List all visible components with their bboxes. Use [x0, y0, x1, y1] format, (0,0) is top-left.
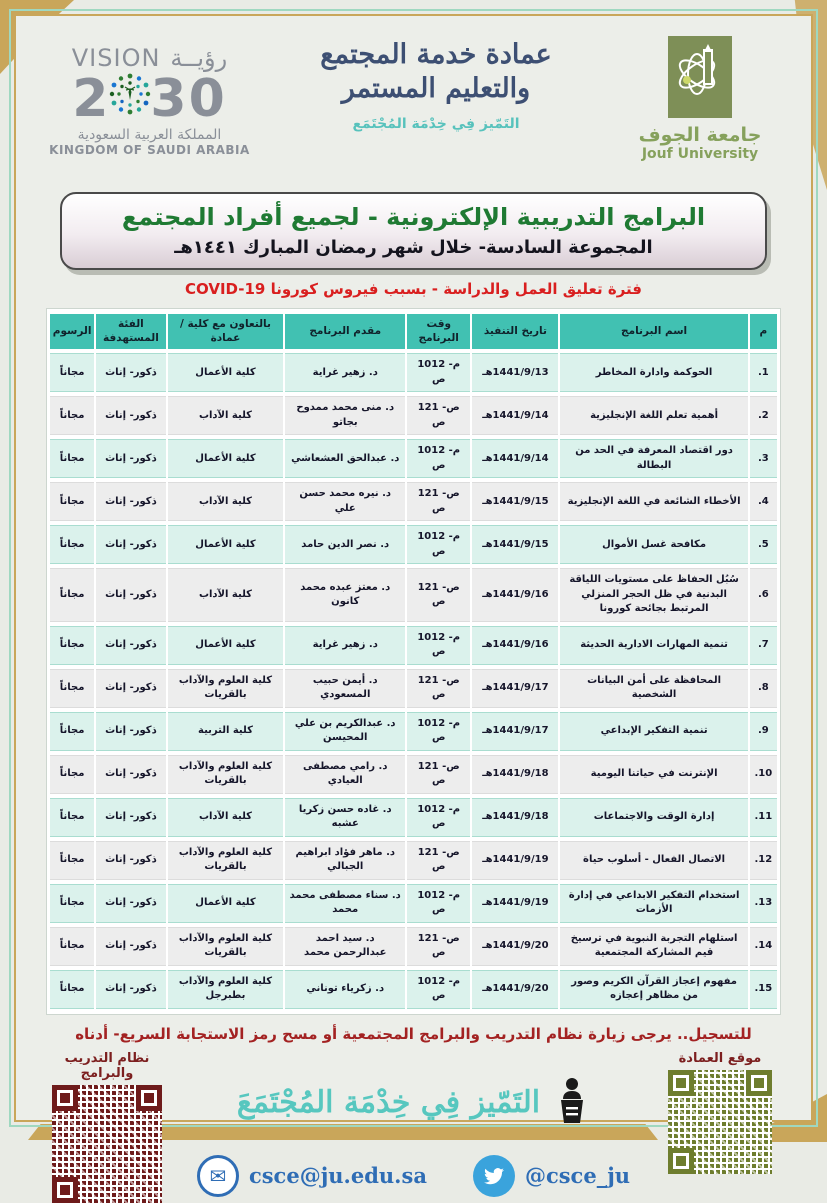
program-number: 13.: [750, 884, 777, 923]
program-fee: مجاناً: [50, 798, 94, 837]
program-name: مكافحة غسل الأموال: [560, 525, 747, 564]
program-presenter: د. سيد احمد عبدالرحمن محمد: [285, 927, 405, 966]
program-target: ذكور- إناث: [96, 669, 165, 708]
program-date: 1441/9/16هـ: [472, 568, 558, 622]
vision-year-30: 30: [150, 68, 227, 129]
program-time: 10م- 12 ص: [407, 525, 470, 564]
col-header-name: اسم البرنامج: [560, 314, 747, 349]
program-name: أهمية تعلم اللغة الإنجليزية: [560, 396, 747, 435]
program-row: [50, 525, 777, 564]
program-name: استلهام التجربة النبوية في ترسيخ قيم المشاركة المجتمعية: [560, 927, 747, 966]
program-row: [50, 669, 777, 708]
program-target: ذكور- إناث: [96, 755, 165, 794]
program-time: 10م- 12 ص: [407, 884, 470, 923]
deanship-name-line2: والتعليم المستمر: [341, 72, 531, 104]
program-fee: مجاناً: [50, 439, 94, 478]
program-college: كلية العلوم والآداب بالقريات: [168, 927, 284, 966]
program-time: 10م- 12 ص: [407, 798, 470, 837]
program-row: [50, 568, 777, 622]
register-instruction: للتسجيل.. يرجى زيارة نظام التدريب والبرامج المجتمعية أو مسح رمز الاستجابة السريع- أدناه: [75, 1024, 752, 1043]
program-college: كلية الأعمال: [168, 884, 284, 923]
program-fee: مجاناً: [50, 669, 94, 708]
program-number: 9.: [750, 712, 777, 751]
program-target: ذكور- إناث: [96, 927, 165, 966]
program-college: كلية الأعمال: [168, 353, 284, 392]
program-date: 1441/9/18هـ: [472, 755, 558, 794]
vision-word-ar: رؤيــة: [170, 44, 228, 72]
program-name: سُبُل الحفاظ على مستويات اللياقة البدنية في ظل الحجر المنزلي المرتبط بجائحة كورونا: [560, 568, 747, 622]
program-date: 1441/9/19هـ: [472, 884, 558, 923]
program-time: 12ص- 1 ص: [407, 568, 470, 622]
program-target: ذكور- إناث: [96, 712, 165, 751]
program-row: [50, 755, 777, 794]
program-number: 1.: [750, 353, 777, 392]
program-name: تنمية المهارات الادارية الحديثة: [560, 626, 747, 665]
program-time: 12ص- 1 ص: [407, 927, 470, 966]
program-college: كلية الآداب: [168, 568, 284, 622]
jouf-university-logo: [615, 30, 785, 162]
program-time: 10م- 12 ص: [407, 353, 470, 392]
program-date: 1441/9/14هـ: [472, 439, 558, 478]
program-fee: مجاناً: [50, 970, 94, 1009]
twitter-handle[interactable]: @csce_ju: [524, 1163, 631, 1189]
slogan-text: التَمّيز فِي خِدْمَة المُجْتَمَعَ: [236, 1085, 541, 1121]
vision-2030-logo: [42, 30, 257, 157]
program-date: 1441/9/19هـ: [472, 841, 558, 880]
program-row: [50, 626, 777, 665]
program-fee: مجاناً: [50, 568, 94, 622]
deanship-site-qr-code[interactable]: [668, 1070, 772, 1174]
program-target: ذكور- إناث: [96, 884, 165, 923]
deanship-calligraphy: [257, 30, 615, 132]
program-row: [50, 841, 777, 880]
program-number: 7.: [750, 626, 777, 665]
program-row: [50, 482, 777, 521]
program-college: كلية الآداب: [168, 482, 284, 521]
program-time: 12ص- 1 ص: [407, 669, 470, 708]
program-college: كلية الأعمال: [168, 626, 284, 665]
program-fee: مجاناً: [50, 525, 94, 564]
program-target: ذكور- إناث: [96, 970, 165, 1009]
program-college: كلية الآداب: [168, 396, 284, 435]
twitter-icon: [473, 1155, 515, 1197]
program-presenter: د. أيمن حبيب المسعودي: [285, 669, 405, 708]
header: [42, 30, 785, 182]
program-name: تنمية التفكير الإبداعي: [560, 712, 747, 751]
col-header-num: م: [750, 314, 777, 349]
program-fee: مجاناً: [50, 927, 94, 966]
program-target: ذكور- إناث: [96, 353, 165, 392]
col-header-college: بالتعاون مع كلية / عمادة: [168, 314, 284, 349]
program-fee: مجاناً: [50, 396, 94, 435]
program-date: 1441/9/17هـ: [472, 669, 558, 708]
banner-subtitle: المجموعة السادسة- خلال شهر رمضان المبارك ١٤٤١هـ: [174, 237, 653, 259]
program-fee: مجاناً: [50, 353, 94, 392]
program-title-banner: [60, 192, 767, 270]
program-row: [50, 712, 777, 751]
program-number: 4.: [750, 482, 777, 521]
program-number: 14.: [750, 927, 777, 966]
program-presenter: د. زهير غراية: [285, 626, 405, 665]
programs-table: [46, 308, 781, 1015]
jouf-name-en: Jouf University: [641, 146, 759, 162]
program-date: 1441/9/17هـ: [472, 712, 558, 751]
vision-year-2: 2: [72, 68, 111, 129]
program-college: كلية العلوم والآداب بالقريات: [168, 841, 284, 880]
program-college: كلية العلوم والآداب بالقريات: [168, 669, 284, 708]
program-name: الإنترنت في حياتنا اليومية: [560, 755, 747, 794]
program-college: كلية العلوم والآداب بالقريات: [168, 755, 284, 794]
podium-speaker-icon: [554, 1077, 590, 1129]
program-target: ذكور- إناث: [96, 439, 165, 478]
program-row: [50, 798, 777, 837]
training-system-qr-block: [42, 1051, 172, 1203]
program-row: [50, 927, 777, 966]
jouf-name-ar: جامعة الجوف: [638, 124, 762, 146]
program-time: 10م- 12 ص: [407, 626, 470, 665]
program-presenter: د. ماهر فؤاد ابراهيم الجبالي: [285, 841, 405, 880]
program-presenter: د. معتز عبده محمد كانون: [285, 568, 405, 622]
program-college: كلية الأعمال: [168, 439, 284, 478]
program-date: 1441/9/20هـ: [472, 927, 558, 966]
program-name: الاتصال الفعال - أسلوب حياة: [560, 841, 747, 880]
col-header-target: الفئة المستهدفة: [96, 314, 165, 349]
program-table-body: [50, 353, 777, 1009]
program-name: المحافظة على أمن البيانات الشخصية: [560, 669, 747, 708]
program-time: 10م- 12 ص: [407, 439, 470, 478]
program-presenter: د. نصر الدين حامد: [285, 525, 405, 564]
vision-country-en: KINGDOM OF SAUDI ARABIA: [49, 143, 250, 157]
email-contact[interactable]: [197, 1155, 427, 1197]
program-presenter: د. زهير غراية: [285, 353, 405, 392]
covid-notice: فترة تعليق العمل والدراسة - بسبب فيروس كورونا COVID-19: [184, 280, 642, 299]
program-fee: مجاناً: [50, 841, 94, 880]
program-number: 11.: [750, 798, 777, 837]
program-fee: مجاناً: [50, 482, 94, 521]
vision-country-ar: المملكة العربية السعودية: [77, 127, 222, 143]
program-fee: مجاناً: [50, 884, 94, 923]
program-name: استخدام التفكير الابداعي في إدارة الأزمات: [560, 884, 747, 923]
program-number: 10.: [750, 755, 777, 794]
program-target: ذكور- إناث: [96, 525, 165, 564]
program-presenter: د. منى محمد ممدوح بجاتو: [285, 396, 405, 435]
col-header-date: تاريخ التنفيذ: [472, 314, 558, 349]
program-date: 1441/9/14هـ: [472, 396, 558, 435]
twitter-contact[interactable]: [473, 1155, 630, 1197]
program-college: كلية التربية: [168, 712, 284, 751]
program-time: 12ص- 1 ص: [407, 482, 470, 521]
program-time: 10م- 12 ص: [407, 712, 470, 751]
program-target: ذكور- إناث: [96, 396, 165, 435]
vision-word-en: VISION: [71, 44, 161, 72]
jouf-atom-icon: [668, 36, 732, 118]
email-link[interactable]: csce@ju.edu.sa: [248, 1163, 427, 1189]
col-header-fee: الرسوم: [50, 314, 94, 349]
program-name: الحوكمة وادارة المخاطر: [560, 353, 747, 392]
program-presenter: د. عبدالكريم بن علي المحيسن: [285, 712, 405, 751]
program-date: 1441/9/18هـ: [472, 798, 558, 837]
program-time: 12ص- 1 ص: [407, 396, 470, 435]
banner-title: البرامج التدريبية الإلكترونية - لجميع أفراد المجتمع: [121, 203, 706, 231]
program-college: كلية الأعمال: [168, 525, 284, 564]
deanship-slogan-small: التَمّيز فِي خِدْمَة المُجْتَمَع: [352, 115, 520, 132]
envelope-icon: ✉: [197, 1155, 239, 1197]
program-college: كلية الآداب: [168, 798, 284, 837]
program-time: 12ص- 1 ص: [407, 841, 470, 880]
program-fee: مجاناً: [50, 626, 94, 665]
program-row: [50, 439, 777, 478]
program-presenter: د. غاده حسن زكريا عشبه: [285, 798, 405, 837]
program-date: 1441/9/13هـ: [472, 353, 558, 392]
program-row: [50, 884, 777, 923]
program-number: 2.: [750, 396, 777, 435]
program-row: [50, 396, 777, 435]
program-presenter: د. نيره محمد حسن علي: [285, 482, 405, 521]
program-fee: مجاناً: [50, 712, 94, 751]
training-system-label: نظام التدريب والبرامج: [64, 1050, 150, 1081]
program-number: 6.: [750, 568, 777, 622]
program-time: 12ص- 1 ص: [407, 755, 470, 794]
program-number: 15.: [750, 970, 777, 1009]
program-target: ذكور- إناث: [96, 568, 165, 622]
vision-mosaic-emblem-icon: [108, 72, 152, 125]
footer-center: [172, 1051, 655, 1197]
col-header-time: وقت البرنامج: [407, 314, 470, 349]
program-presenter: د. سناء مصطفى محمد محمد: [285, 884, 405, 923]
program-row: [50, 970, 777, 1009]
program-college: كلية العلوم والآداب بطبرجل: [168, 970, 284, 1009]
program-target: ذكور- إناث: [96, 626, 165, 665]
program-name: دور اقتصاد المعرفة في الحد من البطالة: [560, 439, 747, 478]
program-presenter: د. رامي مصطفى العيادي: [285, 755, 405, 794]
col-header-presenter: مقدم البرنامج: [285, 314, 405, 349]
program-name: إدارة الوقت والاجتماعات: [560, 798, 747, 837]
program-date: 1441/9/15هـ: [472, 482, 558, 521]
program-name: مفهوم إعجاز القرآن الكريم وصور من مظاهر إعجازه: [560, 970, 747, 1009]
program-date: 1441/9/15هـ: [472, 525, 558, 564]
deanship-site-label: موقع العمادة: [678, 1050, 762, 1066]
program-date: 1441/9/16هـ: [472, 626, 558, 665]
flyer-frame: [14, 14, 813, 1189]
deanship-site-qr-block: [655, 1051, 785, 1174]
deanship-name-line1: عمادة خدمة المجتمع: [320, 39, 552, 70]
program-presenter: د. زكرياء توناني: [285, 970, 405, 1009]
program-number: 3.: [750, 439, 777, 478]
footer: [42, 1051, 785, 1203]
program-target: ذكور- إناث: [96, 798, 165, 837]
table-header-row: [50, 314, 777, 349]
program-time: 10م- 12 ص: [407, 970, 470, 1009]
program-target: ذكور- إناث: [96, 841, 165, 880]
program-name: الأخطاء الشائعة في اللغة الإنجليزية: [560, 482, 747, 521]
program-number: 8.: [750, 669, 777, 708]
program-number: 12.: [750, 841, 777, 880]
program-number: 5.: [750, 525, 777, 564]
program-date: 1441/9/20هـ: [472, 970, 558, 1009]
program-target: ذكور- إناث: [96, 482, 165, 521]
program-presenter: د. عبدالحق العشعاشي: [285, 439, 405, 478]
training-system-qr-code[interactable]: [52, 1085, 162, 1203]
program-row: [50, 353, 777, 392]
program-fee: مجاناً: [50, 755, 94, 794]
